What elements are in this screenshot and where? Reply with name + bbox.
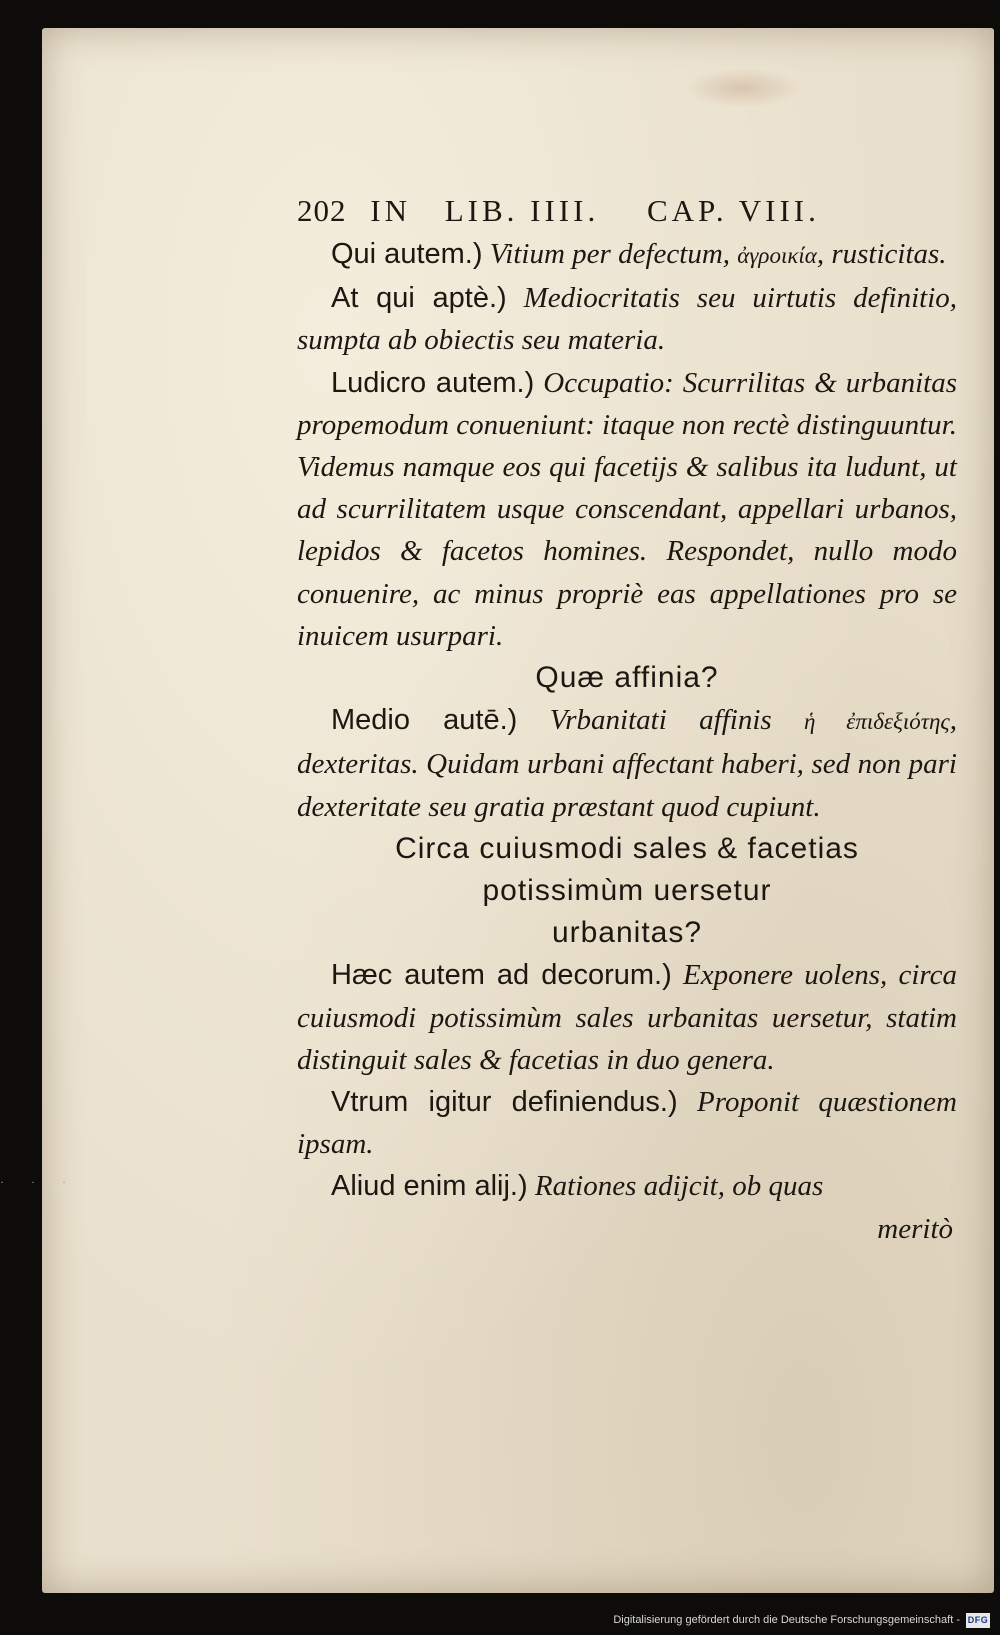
catchword: meritò [877, 1212, 953, 1245]
lemma: Aliud enim alij.) [331, 1170, 528, 1203]
commentary-paragraph [297, 954, 957, 1081]
question-heading-line: Circa cuiusmodi sales & facetias [395, 831, 859, 865]
greek-term: ἀγροικία [737, 243, 817, 268]
gloss: Vitium per defectum, [482, 238, 738, 270]
commentary-paragraph [297, 699, 957, 828]
gloss: Rationes adijcit, ob quas [527, 1170, 824, 1203]
running-head [297, 193, 957, 233]
scan-artifact-dots: · · · [0, 1175, 78, 1189]
commentary-paragraph [297, 1165, 957, 1207]
commentary-paragraph [297, 233, 957, 277]
greek-term: ἡ ἐπιδεξιότης [804, 709, 950, 735]
running-head-part3: CAP. VIII. [646, 193, 820, 228]
lemma: Qui autem.) [331, 238, 483, 270]
book-page [42, 28, 994, 1593]
dfg-logo-icon: DFG [966, 1613, 990, 1628]
gloss: Occupatio: Scurrilitas & urbanitas propemodum conueniunt: itaque non rectè distinguuntur. Videmus namque eos qui facetijs & salibus ita ludunt, ut ad scurrilitatem usque conscendant, appellari urbanos, lepidos & facetos homines. Respondet, nullo modo conuenire, ac minus propriè eas appellationes pro se inuicem usurpari. [297, 366, 957, 652]
question-heading: Quæ affinia? [535, 661, 719, 695]
lemma: Ludicro autem.) [331, 366, 535, 399]
lemma: Medio autē.) [331, 704, 518, 737]
commentary-paragraph [297, 277, 957, 361]
running-head-part1: IN [370, 193, 411, 228]
gloss: Mediocritatis seu uirtutis definitio, sumpta ab obiectis seu materia. [297, 282, 958, 357]
paper-stain [682, 68, 802, 108]
page-number: 202 [297, 193, 347, 228]
question-heading-line: potissimùm uersetur [482, 874, 772, 908]
lemma: Vtrum igitur definiendus.) [331, 1086, 678, 1119]
commentary-paragraph [297, 362, 957, 657]
gloss: Proponit quæstionem ipsam. [297, 1086, 957, 1161]
gloss: Exponere uolens, circa cuiusmodi potissimùm sales urbanitas uersetur, statim distinguit sales & facetias in duo genera. [297, 959, 957, 1076]
gloss: Vrbanitati affinis [517, 704, 805, 737]
page-text [297, 193, 957, 1250]
gloss: , rusticitas. [816, 238, 947, 270]
lemma: Hæc autem ad decorum.) [331, 959, 672, 992]
footer-credit: Digitalisierung gefördert durch die Deutsche Forschungsgemeinschaft - [613, 1614, 960, 1626]
digitization-footer [613, 1610, 990, 1630]
lemma: At qui aptè.) [331, 282, 507, 315]
commentary-paragraph [297, 1081, 957, 1165]
question-heading-line: urbanitas? [551, 916, 703, 950]
gloss: , dexteritas. Quidam urbani affectant haberi, sed non pari dexteritate seu gratia præstant quod cupiunt. [297, 704, 958, 823]
running-head-part2: LIB. IIII. [444, 193, 600, 228]
